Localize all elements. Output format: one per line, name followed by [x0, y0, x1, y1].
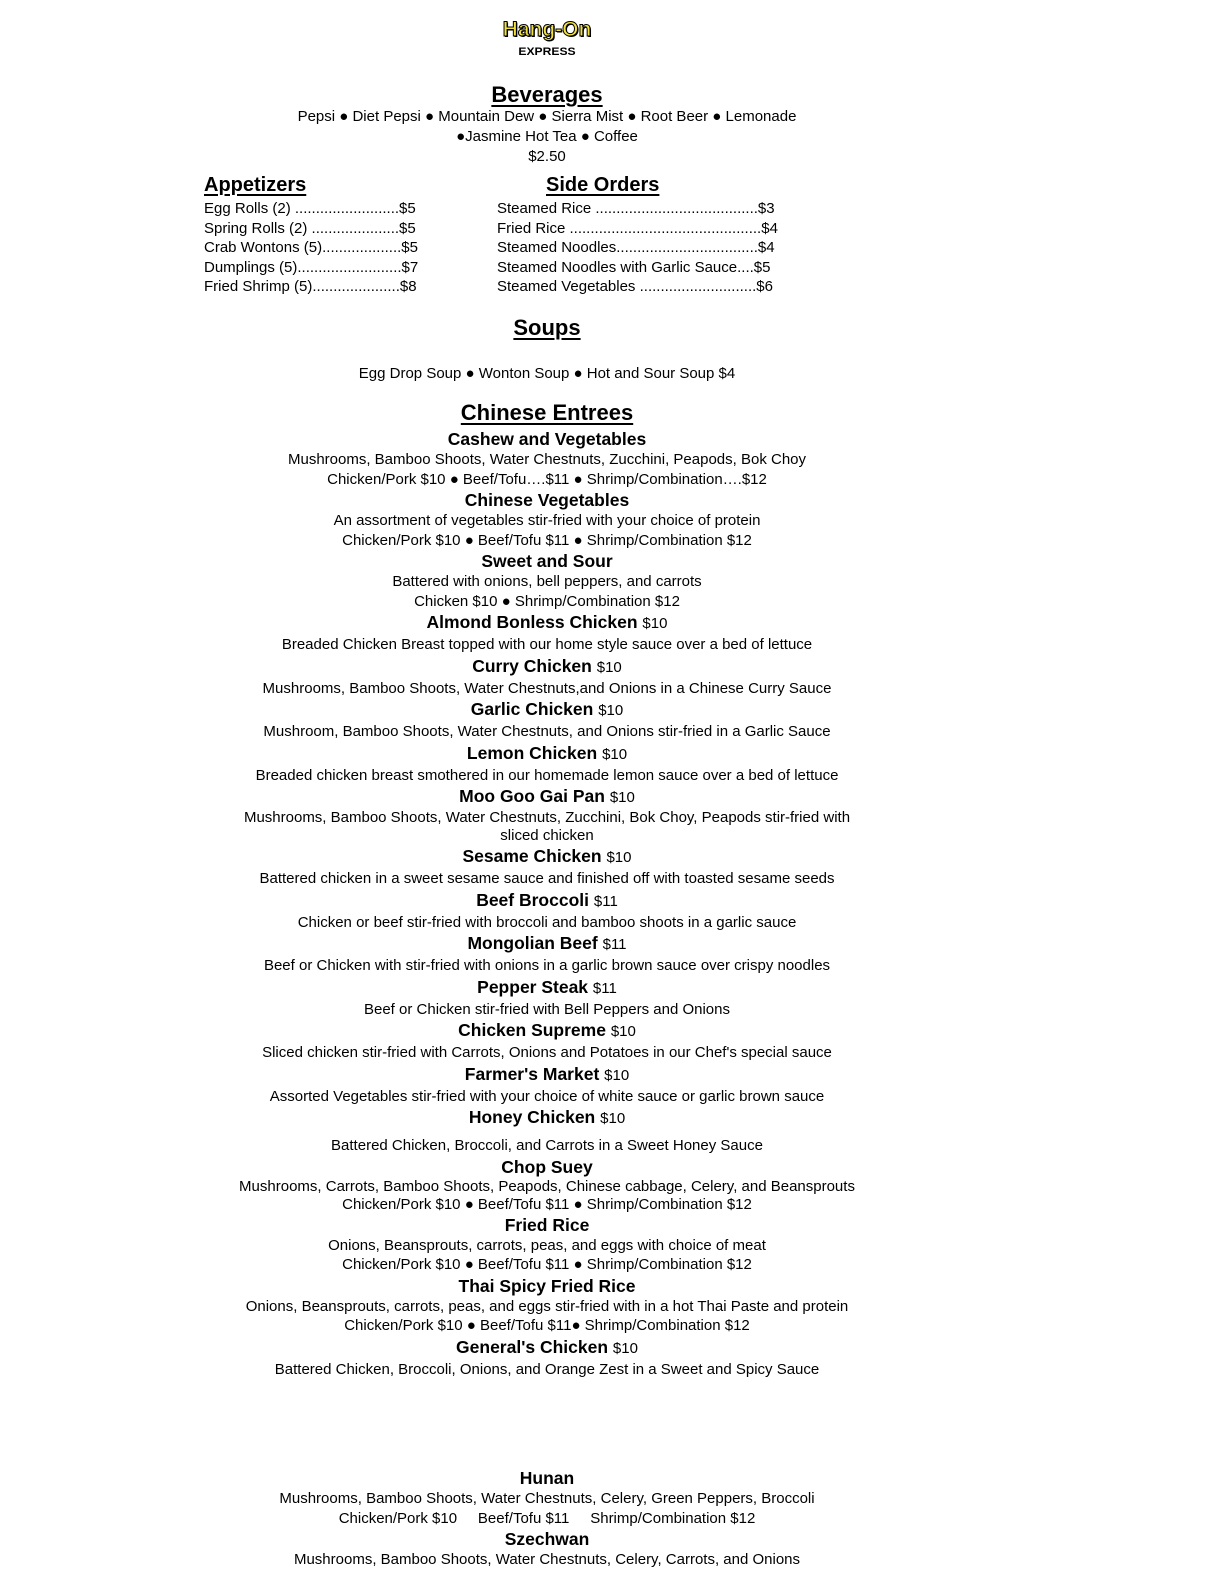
dish-description: Onions, Beansprouts, carrots, peas, and eggs with choice of meat — [328, 1236, 766, 1254]
dish-name: Beef Broccoli — [476, 889, 589, 910]
appetizer-item: Crab Wontons (5)...................$5 — [204, 239, 418, 256]
dish-description: Mushrooms, Carrots, Bamboo Shoots, Peapods, Chinese cabbage, Celery, and Beansprouts — [239, 1177, 855, 1195]
side-orders-heading: Side Orders — [546, 174, 660, 196]
dish-name: Pepper Steak — [477, 976, 589, 997]
dish-description: Mushrooms, Bamboo Shoots, Water Chestnuts, Zucchini, Peapods, Bok Choy — [287, 451, 807, 468]
dish-description: Mushrooms, Bamboo Shoots, Water Chestnuts, Celery, Green Peppers, Broccoli — [279, 1490, 815, 1507]
dish-price: $10 — [609, 789, 635, 806]
dish-block — [0, 1019, 1094, 1063]
beverages-price: $2.50 — [528, 148, 566, 165]
dish-price: $11 — [602, 936, 627, 953]
dish-price: $10 — [600, 1110, 626, 1127]
side-order-item: Steamed Rice .......................................$3 — [497, 200, 775, 217]
dish-description: Assorted Vegetables stir-fried with your choice of white sauce or garlic brown sauce — [269, 1087, 825, 1105]
dish-price: $10 — [610, 1023, 636, 1040]
dish-description: Battered Chicken, Broccoli, Onions, and Orange Zest in a Sweet and Spicy Sauce — [274, 1360, 820, 1378]
chinese-entrees-list — [0, 428, 1094, 1379]
soups-heading: Soups — [513, 315, 581, 340]
appetizers-column — [204, 174, 418, 297]
dish-prices: Chicken/Pork $10 ● Beef/Tofu $11● Shrimp/Combination $12 — [344, 1317, 750, 1334]
dish-description: Battered with onions, bell peppers, and carrots — [392, 573, 702, 590]
dish-name: Garlic Chicken — [470, 699, 594, 719]
dish-description: Mushrooms, Bamboo Shoots, Water Chestnuts, Zucchini, Bok Choy, Peapods stir-fried with — [243, 809, 851, 826]
dish-price: $10 — [642, 615, 668, 632]
restaurant-logo-subtitle: EXPRESS — [518, 46, 576, 58]
dish-description: Mushroom, Bamboo Shoots, Water Chestnuts, and Onions stir-fried in a Garlic Sauce — [263, 723, 831, 740]
appetizer-item: Dumplings (5).........................$7 — [204, 258, 419, 276]
dish-name: Hunan — [519, 1468, 575, 1488]
dish-block — [0, 1214, 1094, 1275]
side-orders-column — [497, 174, 778, 297]
dish-block — [0, 489, 1094, 550]
dish-name: Chicken Supreme — [458, 1020, 606, 1040]
dish-block — [0, 1275, 1094, 1336]
dish-description: Breaded chicken breast smothered in our homemade lemon sauce over a bed of lettuce — [255, 766, 839, 784]
appetizer-item: Spring Rolls (2) .....................$5 — [204, 219, 416, 237]
dish-prices: Chicken/Pork $10 Beef/Tofu $11 Shrimp/Combination $12 — [338, 1509, 756, 1527]
dish-price: $10 — [612, 1339, 638, 1357]
appetizer-item: Fried Shrimp (5).....................$8 — [204, 278, 417, 295]
dish-prices: Chicken/Pork $10 ● Beef/Tofu $11 ● Shrimp/Combination $12 — [342, 531, 752, 549]
dish-description: Battered Chicken, Broccoli, and Carrots in a Sweet Honey Sauce — [331, 1137, 763, 1154]
dish-block — [0, 845, 1094, 889]
dish-block — [0, 1156, 1094, 1214]
dish-description: Onions, Beansprouts, carrots, peas, and eggs stir-fried with in a hot Thai Paste and protein — [245, 1297, 849, 1315]
dish-description: Chicken or beef stir-fried with broccoli and bamboo shoots in a garlic sauce — [297, 913, 797, 931]
dish-description: Mushrooms, Bamboo Shoots, Water Chestnuts, Celery, Carrots, and Onions — [293, 1551, 801, 1568]
dish-block — [0, 428, 1094, 489]
dish-description: Battered chicken in a sweet sesame sauce and finished off with toasted sesame seeds — [259, 870, 835, 887]
dish-name: Farmer's Market — [464, 1063, 600, 1084]
dish-block — [0, 1528, 1094, 1570]
dish-name: Szechwan — [504, 1529, 590, 1549]
dish-block — [0, 1063, 1094, 1107]
dish-name: Cashew and Vegetables — [447, 429, 647, 449]
beverages-line-1: Pepsi ● Diet Pepsi ● Mountain Dew ● Sierra Mist ● Root Beer ● Lemonade — [297, 108, 797, 125]
dish-name: Sweet and Sour — [481, 551, 613, 571]
dish-name: Chinese Vegetables — [464, 490, 630, 510]
beverages-heading: Beverages — [491, 82, 603, 107]
dish-price: $11 — [592, 979, 617, 997]
dish-block — [0, 550, 1094, 611]
side-order-item: Fried Rice ..............................................$4 — [497, 219, 778, 237]
dish-price: $10 — [598, 702, 624, 719]
dish-price: $10 — [604, 1066, 630, 1084]
restaurant-logo-title: Hang-On — [502, 18, 592, 41]
dish-name: Mongolian Beef — [467, 933, 598, 953]
dish-name: Fried Rice — [504, 1214, 590, 1235]
dish-prices: Chicken/Pork $10 ● Beef/Tofu….$11 ● Shrimp/Combination….$12 — [327, 470, 767, 488]
dish-name: Lemon Chicken — [466, 742, 598, 763]
dish-description-cont: sliced chicken — [500, 827, 594, 844]
dish-block — [0, 655, 1094, 699]
dish-name: Thai Spicy Fried Rice — [458, 1275, 636, 1296]
dish-name: Moo Goo Gai Pan — [459, 786, 605, 806]
dish-name: Chop Suey — [501, 1156, 593, 1177]
side-order-item: Steamed Vegetables ............................$6 — [497, 278, 773, 295]
chinese-entrees-heading: Chinese Entrees — [460, 400, 634, 425]
dish-block — [0, 1336, 1094, 1380]
dish-prices: Chicken $10 ● Shrimp/Combination $12 — [414, 592, 680, 610]
dish-name: Honey Chicken — [468, 1107, 596, 1127]
specialty-dishes-list — [0, 1467, 1094, 1570]
dish-description: Sliced chicken stir-fried with Carrots, Onions and Potatoes in our Chef's special sauce — [262, 1044, 832, 1061]
dish-block — [0, 698, 1094, 742]
dish-description: An assortment of vegetables stir-fried with your choice of protein — [333, 512, 761, 529]
dish-description: Breaded Chicken Breast topped with our home style sauce over a bed of lettuce — [281, 636, 813, 653]
beverages-line-2: ●Jasmine Hot Tea ● Coffee — [456, 128, 638, 145]
dish-name: Sesame Chicken — [462, 846, 602, 866]
dish-block — [0, 742, 1094, 786]
appetizer-item: Egg Rolls (2) .........................$5 — [204, 200, 416, 217]
dish-name: General's Chicken — [456, 1336, 609, 1357]
dish-name: Curry Chicken — [472, 655, 592, 676]
dish-price: $11 — [593, 892, 618, 910]
dish-name: Almond Bonless Chicken — [426, 612, 638, 632]
dish-block — [0, 889, 1094, 933]
dish-description: Beef or Chicken with stir-fried with onions in a garlic brown sauce over crispy noodles — [263, 957, 831, 974]
dish-block — [0, 785, 1094, 845]
dish-block — [0, 611, 1094, 655]
appetizers-heading: Appetizers — [204, 174, 307, 196]
dish-prices: Chicken/Pork $10 ● Beef/Tofu $11 ● Shrimp/Combination $12 — [342, 1256, 752, 1273]
dish-description: Mushrooms, Bamboo Shoots, Water Chestnuts,and Onions in a Chinese Curry Sauce — [262, 679, 832, 697]
dish-description: Beef or Chicken stir-fried with Bell Peppers and Onions — [363, 1000, 730, 1018]
dish-block — [0, 976, 1094, 1020]
dish-block — [0, 1106, 1094, 1156]
dish-price: $10 — [606, 849, 632, 866]
side-order-item: Steamed Noodles..................................$4 — [497, 239, 775, 256]
dish-price: $10 — [602, 745, 628, 763]
dish-prices: Chicken/Pork $10 ● Beef/Tofu $11 ● Shrimp/Combination $12 — [342, 1195, 752, 1213]
dish-block — [0, 932, 1094, 976]
dish-block — [0, 1467, 1094, 1528]
side-order-item: Steamed Noodles with Garlic Sauce....$5 — [497, 258, 771, 276]
soups-line: Egg Drop Soup ● Wonton Soup ● Hot and Sour Soup $4 — [358, 365, 736, 382]
dish-price: $10 — [596, 658, 622, 676]
